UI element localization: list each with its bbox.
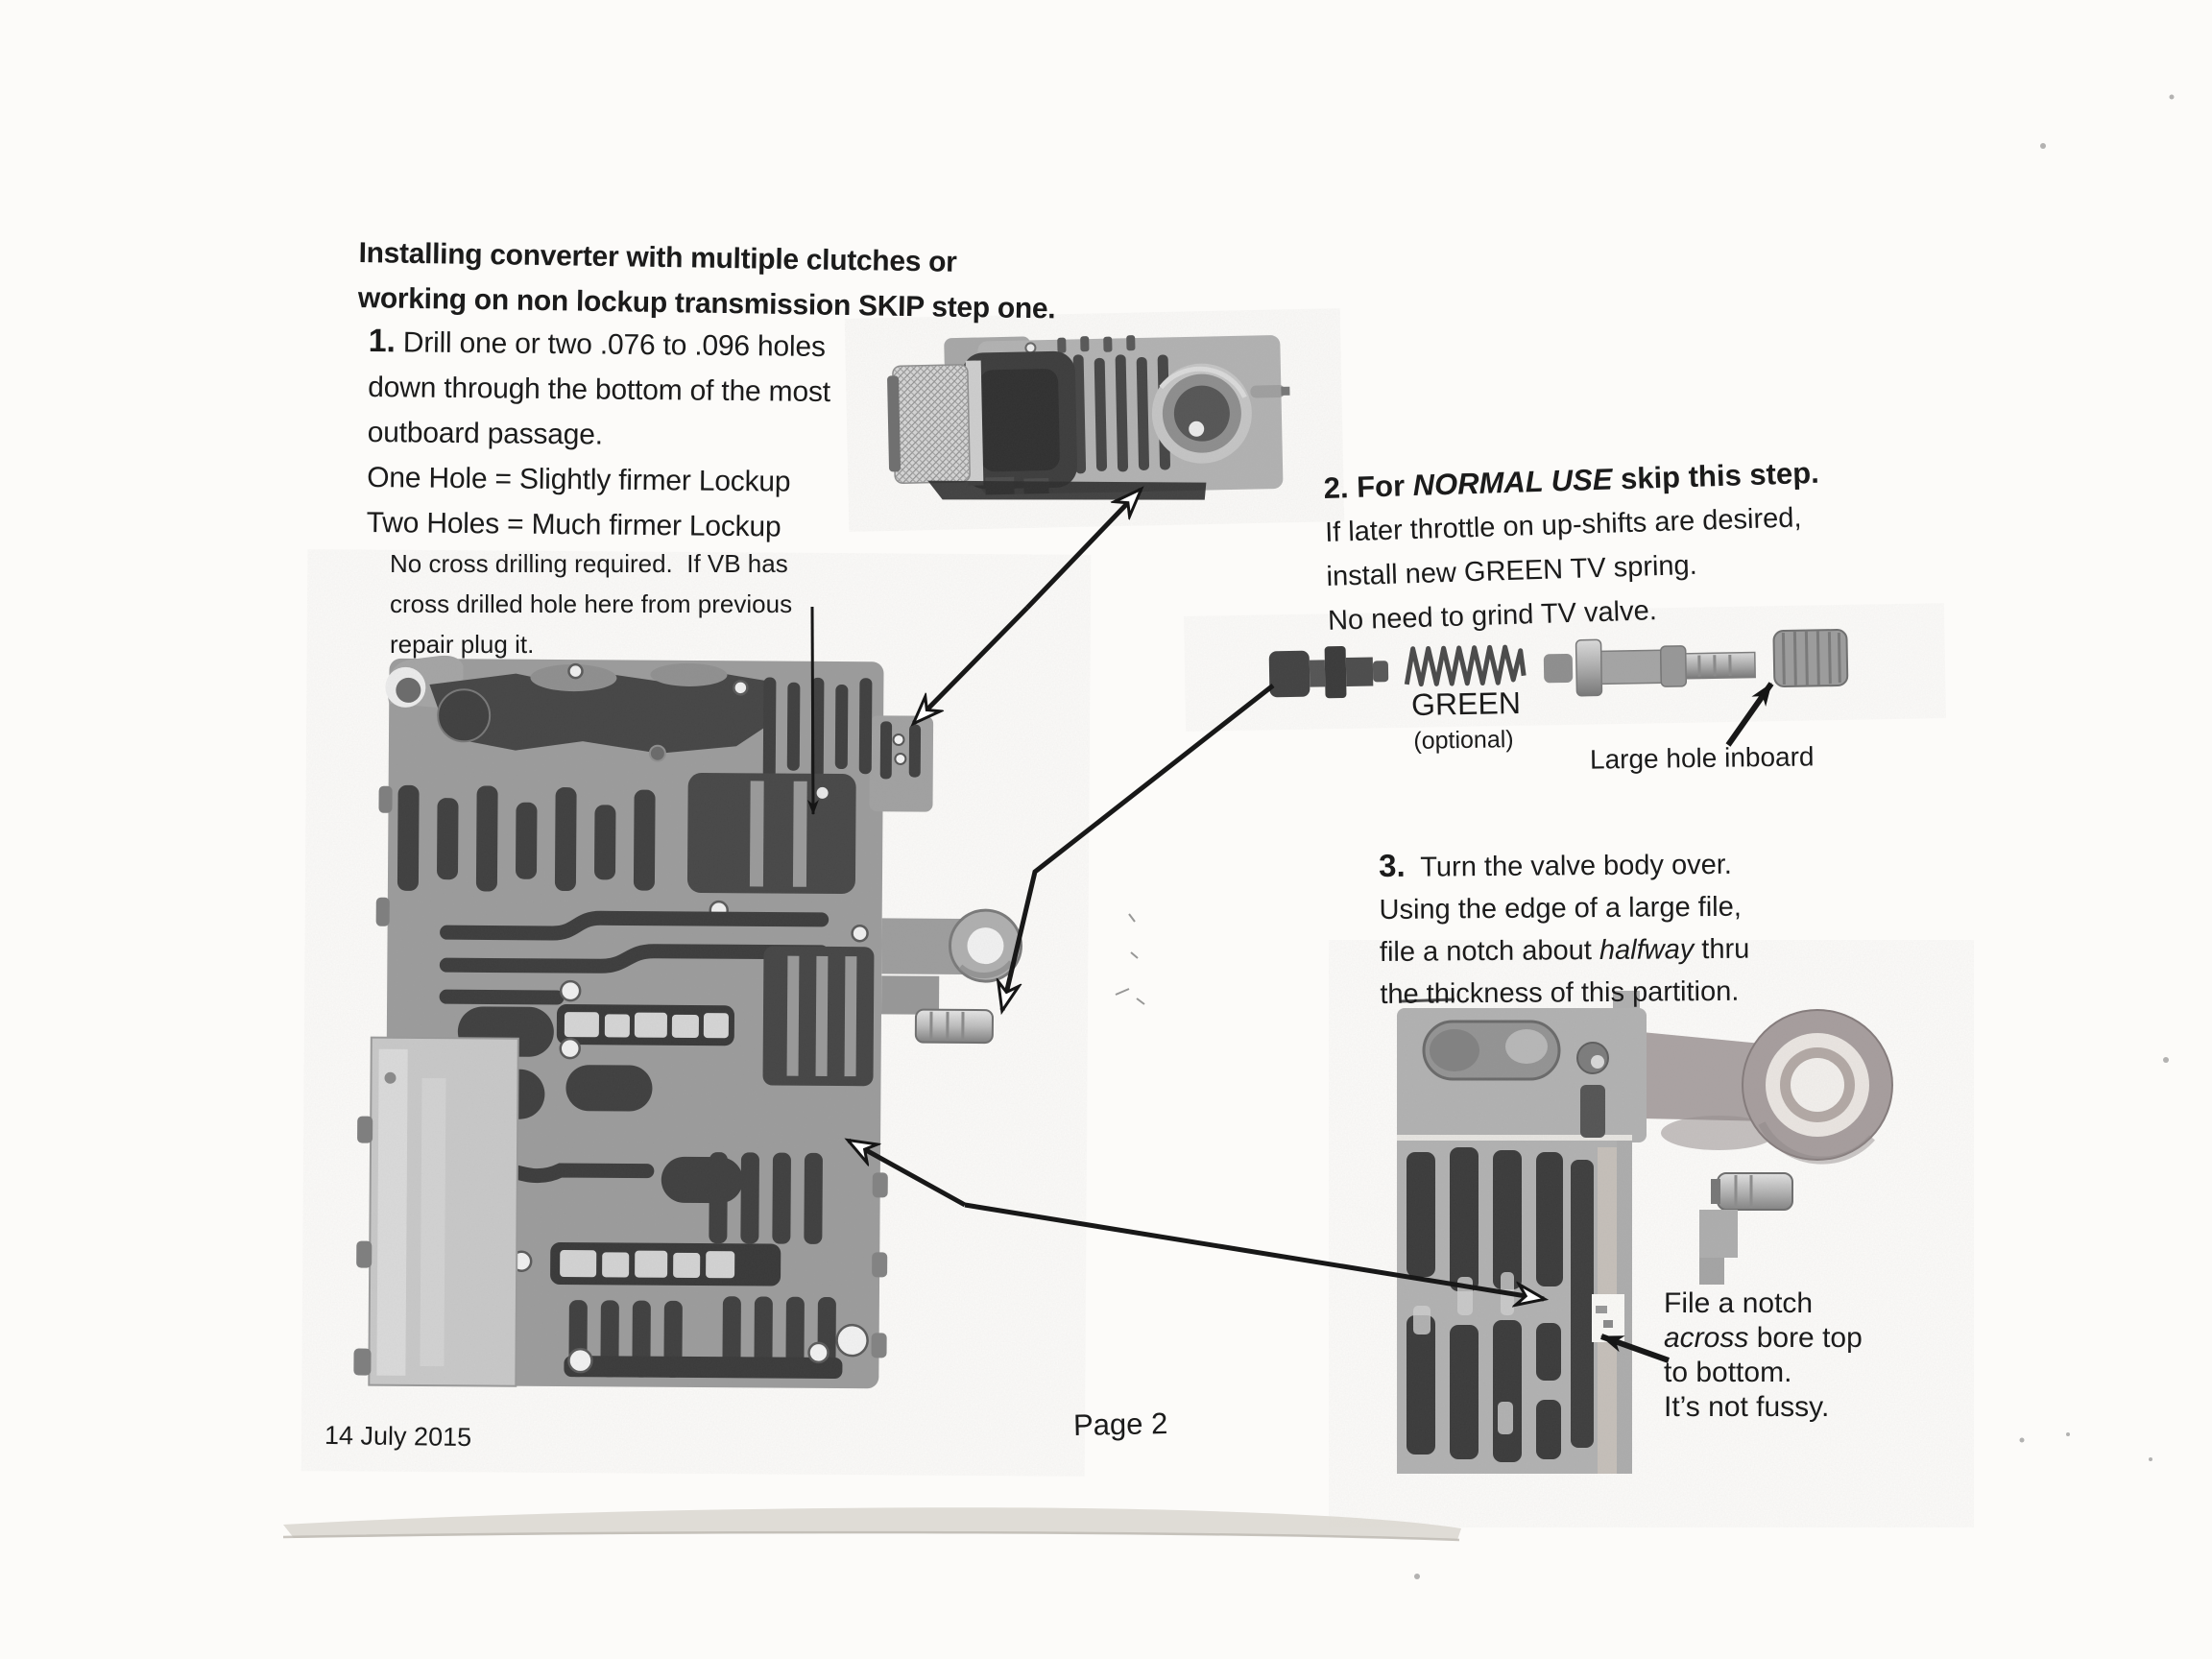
note-cross-drilling: No cross drilling required. If VB has cross drilled hole here from previous repair plug it.: [390, 549, 793, 659]
label-green: GREEN: [1410, 685, 1522, 722]
arrow-partition-closeup: [849, 1141, 1544, 1299]
step3-number: 3.: [1379, 847, 1406, 883]
step1-text: 1. Drill one or two .076 to .096 holes down through the bottom of the most outboard passage. One Hole = Slightly firmer Lockup Two Holes = Much firmer Lockup: [366, 322, 831, 543]
label-large-hole-inboard: Large hole inboard: [1589, 741, 1815, 775]
heading-line2: working on non lockup transmission SKIP step one.: [357, 281, 1056, 325]
step2-text: 2. For NORMAL USE skip this step. If later throttle on up-shifts are desired, install new GREEN TV spring. No need to grind TV valve.: [1323, 455, 1820, 637]
arrow-large-hole: [1728, 684, 1771, 745]
arrow-cross-drill-note: [812, 607, 813, 814]
page-number: Page 2: [1072, 1406, 1168, 1443]
doc-heading: [358, 230, 1057, 331]
footer-date: 14 July 2015: [324, 1420, 472, 1453]
scan-specks: [1116, 914, 1144, 1004]
arrow-file-notch: [1601, 1336, 1669, 1360]
step1-number: 1.: [368, 322, 396, 360]
arrow-drill-location: [914, 490, 1141, 723]
step2-number: 2: [1323, 470, 1341, 505]
arrow-tv-bore: [1002, 685, 1273, 1010]
label-optional: (optional): [1413, 726, 1514, 755]
note-file-notch: File a notch across bore top to bottom. It’s not fussy.: [1664, 1287, 1863, 1423]
step3-text: 3. Turn the valve body over. Using the edge of a large file, file a notch about halfway thru the thickness of this partition.: [1379, 847, 1750, 1010]
heading-line1: Installing converter with multiple clutches or: [358, 236, 957, 278]
